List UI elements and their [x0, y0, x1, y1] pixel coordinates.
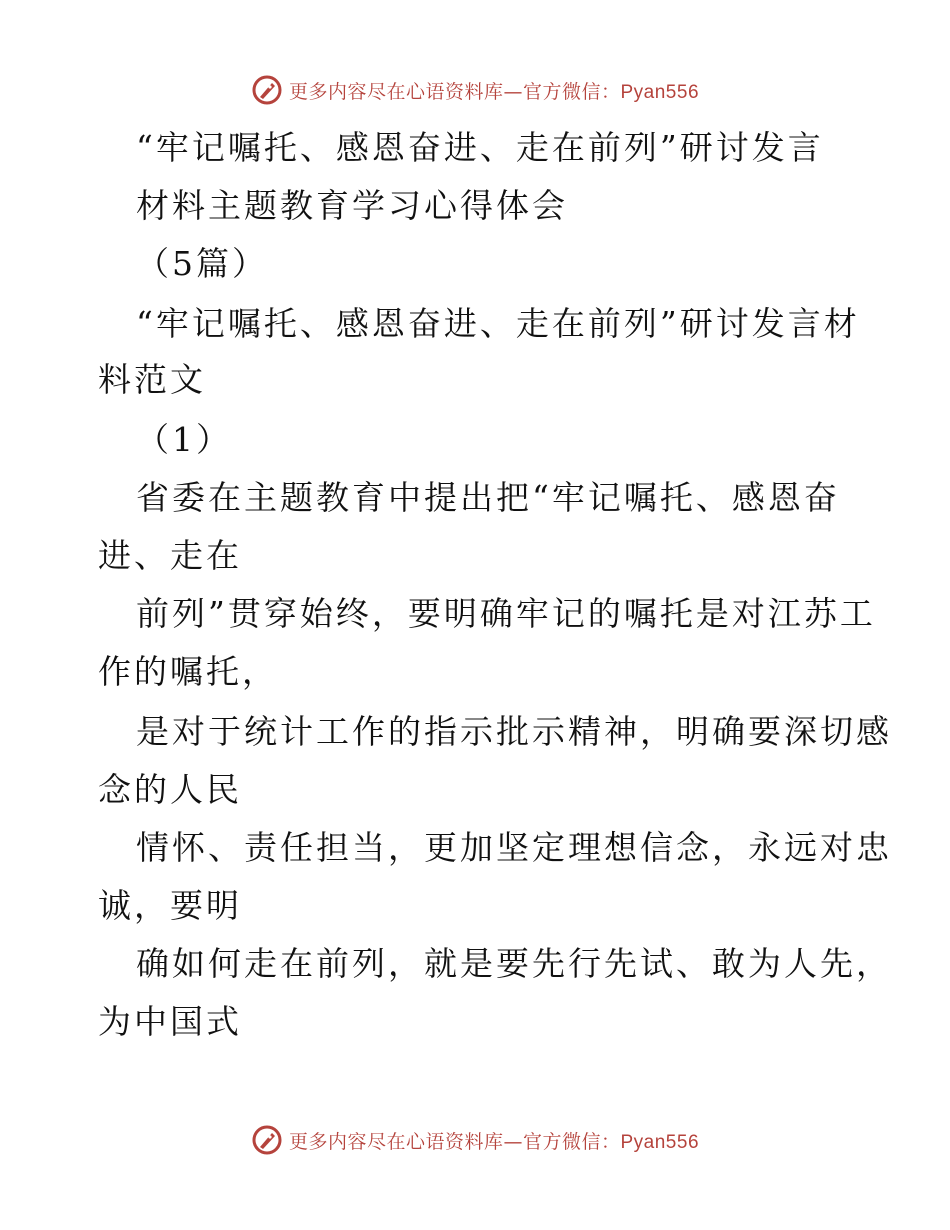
paragraph-line: 诚，要明 — [98, 886, 242, 925]
paragraph-line: 情怀、责任担当，更加坚定理想信念，永远对忠 — [136, 828, 892, 867]
watermark-text: 更多内容尽在心语资料库—官方微信：Pyan556 — [288, 1130, 700, 1153]
pen-nib-logo-icon — [251, 1124, 283, 1156]
paragraph-line: 作的嘱托， — [98, 652, 278, 691]
paragraph-line: 念的人民 — [98, 770, 242, 809]
watermark-text: 更多内容尽在心语资料库—官方微信：Pyan556 — [288, 80, 700, 103]
paragraph-line: 前列”贯穿始终，要明确牢记的嘱托是对江苏工 — [136, 594, 876, 633]
paragraph-line: 确如何走在前列，就是要先行先试、敢为人先， — [136, 944, 892, 983]
title-line-1: “牢记嘱托、感恩奋进、走在前列”研讨发言 — [136, 128, 824, 167]
paragraph-line: 为中国式 — [98, 1002, 242, 1041]
section-heading-line-2: 料范文 — [98, 360, 206, 399]
title-count: （5篇） — [136, 244, 268, 283]
footer-watermark — [0, 1120, 950, 1160]
paragraph-line: 省委在主题教育中提出把“牢记嘱托、感恩奋 — [136, 478, 840, 517]
section-heading-line-1: “牢记嘱托、感恩奋进、走在前列”研讨发言材 — [136, 304, 860, 343]
paragraph-line: 是对于统计工作的指示批示精神，明确要深切感 — [136, 712, 892, 751]
section-number: （1） — [136, 420, 232, 459]
title-line-2: 材料主题教育学习心得体会 — [136, 186, 568, 225]
paragraph-line: 进、走在 — [98, 536, 242, 575]
